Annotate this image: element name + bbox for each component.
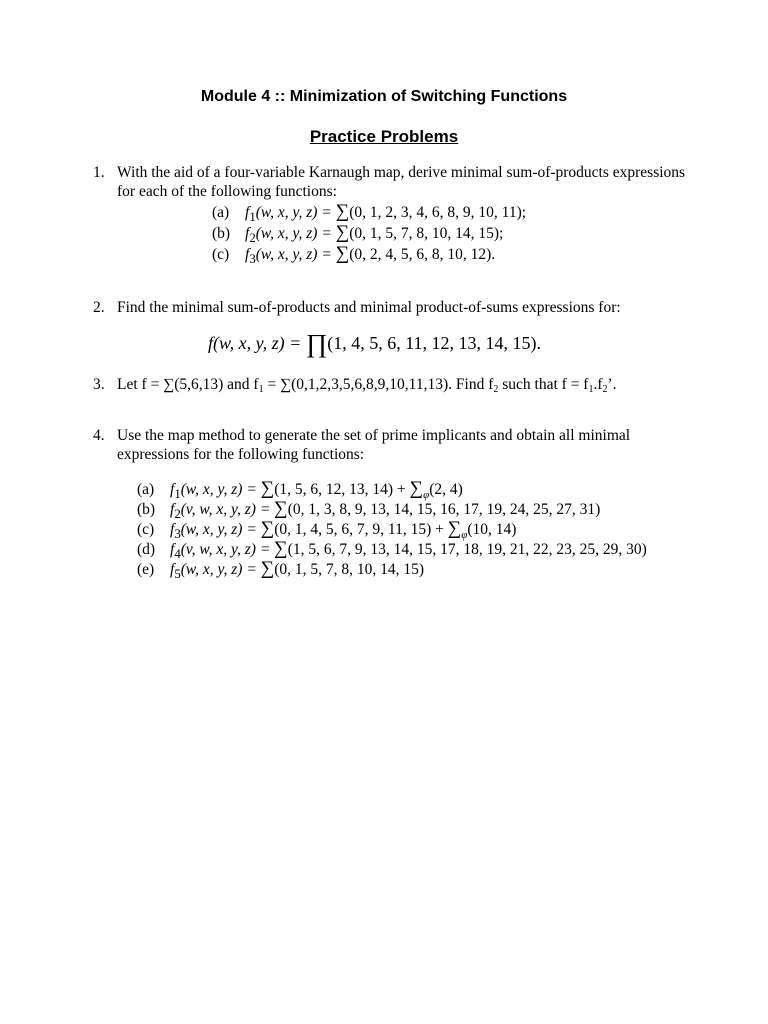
- problem-3-text: Let f = ∑(5,6,13) and f1 = ∑(0,1,2,3,5,6,8,9,10,11,13). Find f2 such that f = f1.f2’.: [117, 376, 617, 395]
- problem-2-text: Find the minimal sum-of-products and minimal product-of-sums expressions for:: [117, 299, 621, 316]
- problem-2-expression: f(w, x, y, z) = ∏(1, 4, 5, 6, 11, 12, 13, 14, 15).: [208, 329, 542, 358]
- problem-1-item: (a) $f_1(w$, x, y, z) = ∑(0, 1, 2, 3, 4, 6, 8, 9, 10, 11);: [212, 201, 527, 225]
- problem-4-number: 4.: [93, 427, 105, 444]
- problem-1-text: With the aid of a four-variable Karnaugh map, derive minimal sum-of-products expressions for each of the following functions:: [117, 164, 686, 200]
- problem-4-item: (d) $f_4(v$, w, x, y, z) = ∑(1, 5, 6, 7, 9, 13, 14, 15, 17, 18, 19, 21, 22, 23, 25, 29, 30): [137, 538, 647, 562]
- problem-4-item: (a) $f_1(w$, x, y, z) = ∑(1, 5, 6, 12, 13, $14) + \sum_\varphi(2$, 4): [137, 478, 463, 502]
- problem-3-number: 3.: [93, 376, 105, 393]
- problem-4-item: (c) $f_3(w$, x, y, z) = ∑(0, 1, 4, 5, 6, 7, 9, 11, $15) + \sum_\varphi(10$, 14): [137, 518, 517, 542]
- module-title: Module 4 :: Minimization of Switching Functions: [200, 88, 568, 105]
- problem-4-text: Use the map method to generate the set of prime implicants and obtain all minimal expressions for the following functions:: [117, 427, 631, 463]
- practice-problems-heading: Practice Problems: [309, 127, 459, 146]
- problem-2-number: 2.: [93, 299, 105, 316]
- problem-1-item: (b) $f_2(w$, x, y, z) = ∑(0, 1, 5, 7, 8, 10, 14, 15);: [212, 222, 504, 246]
- problem-4-item: (b) $f_2(v$, w, x, y, z) = ∑(0, 1, 3, 8, 9, 13, 14, 15, 16, 17, 19, 24, 25, 27, 31): [137, 498, 601, 522]
- product-symbol: ∏: [305, 329, 328, 358]
- problem-1-item: (c) $f_3(w$, x, y, z) = ∑(0, 2, 4, 5, 6, 8, 10, 12).: [212, 243, 496, 267]
- problem-1-number: 1.: [93, 164, 105, 181]
- problem-4-item: (e) $f_5(w$, x, y, z) = ∑(0, 1, 5, 7, 8, 10, 14, 15): [137, 558, 425, 582]
